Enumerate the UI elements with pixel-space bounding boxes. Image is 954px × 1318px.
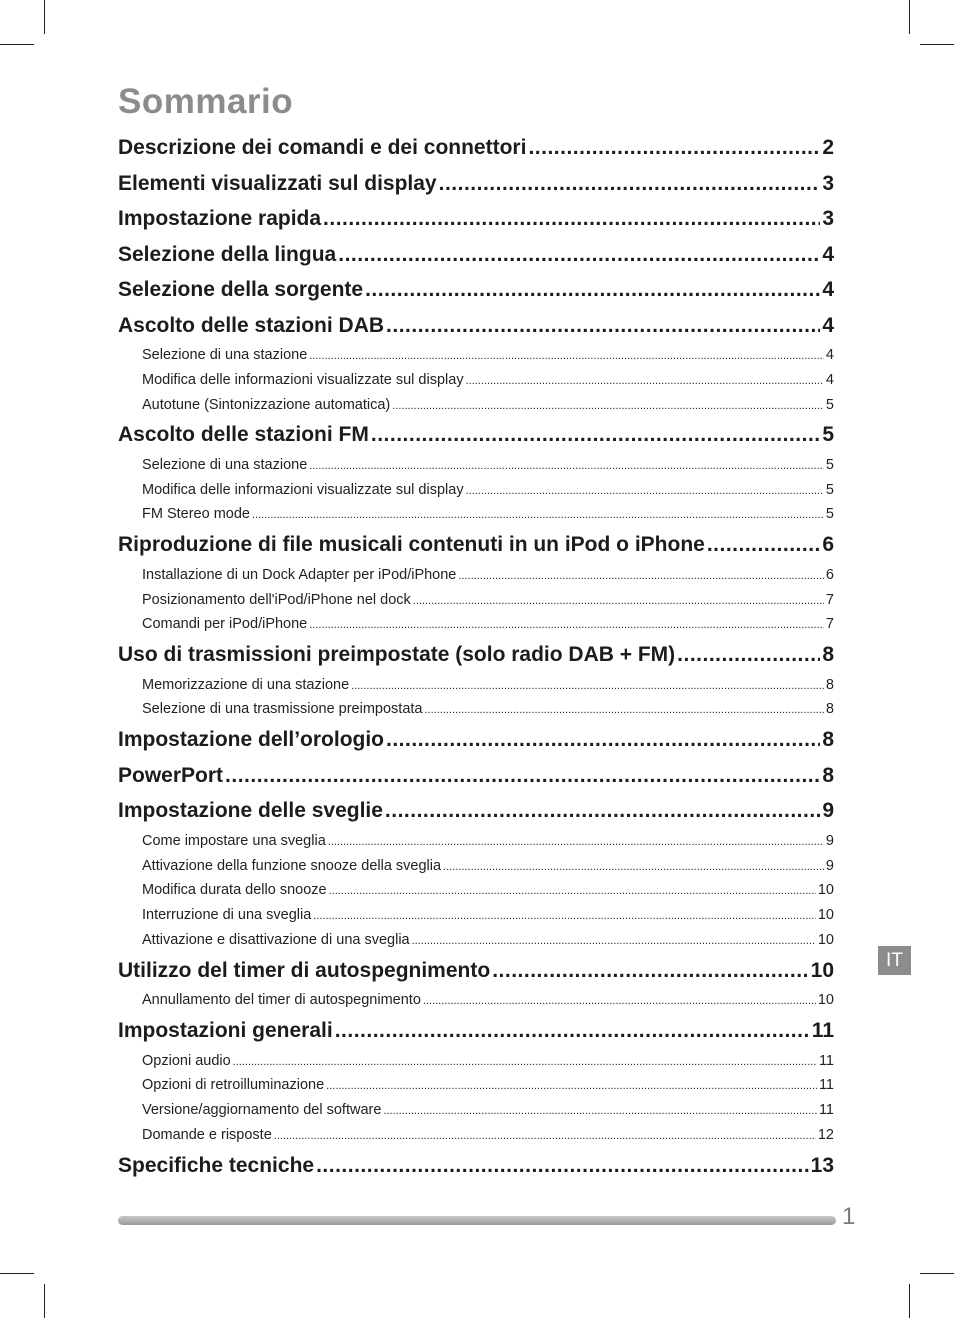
- toc-leader-dots: [365, 272, 820, 308]
- toc-subentry[interactable]: [118, 988, 834, 1013]
- toc-subentry[interactable]: [118, 1049, 834, 1074]
- toc-entry-label: Modifica delle informazioni visualizzate sul display: [142, 371, 464, 388]
- toc-entry[interactable]: [118, 793, 834, 829]
- toc-entry-page: 5: [825, 456, 834, 473]
- toc-entry-label: Attivazione della funzione snooze della sveglia: [142, 857, 442, 874]
- crop-mark: [0, 44, 34, 45]
- toc-entry[interactable]: [118, 758, 834, 794]
- page-number: 1: [842, 1203, 856, 1230]
- toc-entry[interactable]: [118, 722, 834, 758]
- toc-entry-label: Posizionamento dell'iPod/iPhone nel dock: [142, 591, 411, 608]
- toc-subentry[interactable]: [118, 368, 834, 393]
- toc-leader-dots: [338, 237, 820, 273]
- toc-entry-label: Impostazioni generali: [118, 1019, 333, 1043]
- toc-leader-dots: [328, 830, 824, 854]
- toc-entry-page: 11: [818, 1077, 834, 1094]
- toc-leader-dots: [309, 344, 824, 368]
- toc-entry-label: Opzioni di retroilluminazione: [142, 1077, 325, 1094]
- toc-leader-dots: [439, 166, 821, 202]
- toc-leader-dots: [443, 855, 824, 879]
- toc-entry-page: 6: [825, 566, 834, 583]
- toc-entry-label: Installazione di un Dock Adapter per iPod/iPhone: [142, 566, 457, 583]
- toc-leader-dots: [386, 308, 820, 344]
- toc-entry-label: Come impostare una sveglia: [142, 832, 326, 849]
- toc-entry-page: 9: [825, 832, 834, 849]
- toc-entry-label: Attivazione e disattivazione di una sveglia: [142, 931, 410, 948]
- toc-leader-dots: [528, 130, 820, 166]
- toc-subentry[interactable]: [118, 612, 834, 637]
- toc-leader-dots: [323, 201, 820, 237]
- toc-leader-dots: [252, 503, 824, 527]
- toc-subentry[interactable]: [118, 1098, 834, 1123]
- toc-entry-label: Annullamento del timer di autospegnimento: [142, 992, 421, 1009]
- toc-entry-label: Memorizzazione di una stazione: [142, 676, 350, 693]
- toc-leader-dots: [383, 1099, 817, 1123]
- crop-mark: [44, 1284, 45, 1318]
- toc-entry-page: 8: [822, 763, 834, 787]
- toc-leader-dots: [386, 722, 820, 758]
- toc-subentry[interactable]: [118, 854, 834, 879]
- toc-entry-page: 3: [822, 207, 834, 230]
- toc-subentry[interactable]: [118, 829, 834, 854]
- toc-entry-label: Riproduzione di file musicali contenuti in un iPod o iPhone: [118, 533, 705, 557]
- toc-entry-label: Uso di trasmissioni preimpostate (solo radio DAB + FM): [118, 643, 676, 667]
- toc-entry-page: 10: [817, 907, 834, 924]
- toc-entry-page: 11: [818, 1052, 834, 1069]
- toc-entry-label: Comandi per iPod/iPhone: [142, 616, 308, 633]
- toc-leader-dots: [371, 417, 820, 453]
- toc-entry-page: 9: [822, 799, 834, 823]
- toc-entry[interactable]: [118, 1013, 834, 1049]
- toc-subentry[interactable]: [118, 478, 834, 503]
- toc-entry[interactable]: [118, 166, 834, 202]
- toc-leader-dots: [424, 698, 823, 722]
- toc-entry[interactable]: [118, 237, 834, 273]
- crop-mark: [0, 1273, 34, 1274]
- toc-entry[interactable]: [118, 1148, 834, 1184]
- toc-entry[interactable]: [118, 953, 834, 989]
- toc-entry-label: Impostazione dell’orologio: [118, 728, 385, 752]
- toc-entry-label: Selezione di una stazione: [142, 347, 308, 363]
- toc-entry[interactable]: [118, 272, 834, 308]
- toc-entry-page: 2: [822, 136, 834, 159]
- toc-leader-dots: [274, 1124, 816, 1148]
- toc-entry[interactable]: [118, 637, 834, 673]
- toc-entry[interactable]: [118, 130, 834, 166]
- toc-leader-dots: [326, 1074, 817, 1098]
- toc-leader-dots: [385, 793, 820, 829]
- toc-entry-label: Modifica durata dello snooze: [142, 882, 327, 899]
- toc-entry-label: FM Stereo mode: [142, 506, 250, 523]
- toc-entry-page: 10: [817, 882, 834, 899]
- toc-entry-label: Utilizzo del timer di autospegnimento: [118, 958, 491, 982]
- crop-mark: [909, 1284, 910, 1318]
- toc-entry[interactable]: [118, 417, 834, 453]
- toc-entry-label: Versione/aggiornamento del software: [142, 1102, 382, 1119]
- toc-subentry[interactable]: [118, 588, 834, 613]
- toc-leader-dots: [413, 589, 824, 613]
- toc-leader-dots: [225, 758, 820, 794]
- toc-entry-page: 7: [825, 591, 834, 608]
- toc-leader-dots: [423, 989, 816, 1013]
- toc-subentry[interactable]: [118, 878, 834, 903]
- toc-leader-dots: [335, 1013, 810, 1049]
- toc-leader-dots: [313, 904, 816, 928]
- toc-subentry[interactable]: [118, 673, 834, 698]
- toc-entry-label: Interruzione di una sveglia: [142, 907, 312, 924]
- toc-entry-page: 8: [822, 728, 834, 752]
- toc-entry-label: Elementi visualizzati sul display: [118, 171, 437, 195]
- toc-entry-page: 8: [825, 701, 834, 718]
- toc-leader-dots: [309, 454, 824, 478]
- toc-entry-page: 7: [825, 616, 834, 633]
- toc-leader-dots: [677, 637, 820, 673]
- crop-mark: [909, 0, 910, 34]
- toc-subentry[interactable]: [118, 393, 834, 418]
- toc-entry-label: Selezione di una trasmissione preimpostata: [142, 701, 423, 718]
- toc-entry-label: PowerPort: [118, 763, 224, 787]
- toc-entry-label: Specifiche tecniche: [118, 1153, 315, 1177]
- toc-entry-page: 6: [822, 533, 834, 557]
- toc-entry-label: Modifica delle informazioni visualizzate sul display: [142, 481, 464, 498]
- toc-entry-page: 8: [822, 643, 834, 667]
- toc-entry-label: Selezione di una stazione: [142, 456, 308, 473]
- toc-subentry[interactable]: [118, 563, 834, 588]
- toc-entry-page: 13: [810, 1153, 834, 1177]
- table-of-contents: [118, 130, 834, 1183]
- toc-leader-dots: [458, 564, 824, 588]
- footer-bar: [118, 1216, 836, 1225]
- toc-leader-dots: [466, 369, 824, 393]
- toc-subentry[interactable]: [118, 453, 834, 478]
- crop-mark: [920, 44, 954, 45]
- toc-entry-label: Selezione della sorgente: [118, 278, 364, 301]
- toc-subentry[interactable]: [118, 502, 834, 527]
- toc-entry-page: 11: [818, 1102, 834, 1119]
- toc-entry-page: 11: [811, 1019, 834, 1043]
- language-tab: IT: [878, 946, 911, 975]
- toc-entry-label: Ascolto delle stazioni DAB: [118, 313, 385, 337]
- toc-leader-dots: [316, 1148, 809, 1184]
- toc-entry-label: Impostazione delle sveglie: [118, 799, 383, 823]
- toc-leader-dots: [351, 674, 824, 698]
- toc-entry[interactable]: [118, 201, 834, 237]
- toc-subentry[interactable]: [118, 343, 834, 368]
- toc-entry-page: 10: [817, 931, 834, 948]
- toc-entry-label: Autotune (Sintonizzazione automatica): [142, 396, 391, 413]
- toc-leader-dots: [412, 929, 816, 953]
- toc-leader-dots: [492, 953, 808, 989]
- toc-entry-page: 10: [810, 958, 834, 982]
- toc-entry-label: Opzioni audio: [142, 1052, 231, 1069]
- toc-entry-page: 10: [817, 992, 834, 1009]
- toc-subentry[interactable]: [118, 1123, 834, 1148]
- crop-mark: [920, 1273, 954, 1274]
- toc-subentry[interactable]: [118, 903, 834, 928]
- toc-subentry[interactable]: [118, 928, 834, 953]
- toc-entry-page: 5: [825, 481, 834, 498]
- toc-entry-page: 3: [822, 171, 834, 195]
- toc-entry-page: 4: [825, 371, 834, 388]
- toc-entry-page: 4: [825, 347, 834, 363]
- toc-entry-page: 12: [817, 1126, 834, 1143]
- toc-entry-page: 4: [822, 313, 834, 337]
- toc-leader-dots: [233, 1050, 817, 1074]
- crop-mark: [44, 0, 45, 34]
- toc-entry-label: Ascolto delle stazioni FM: [118, 423, 369, 447]
- toc-entry-page: 9: [825, 857, 834, 874]
- toc-entry-page: 5: [822, 423, 834, 447]
- toc-entry-label: Domande e risposte: [142, 1126, 272, 1143]
- toc-entry-label: Descrizione dei comandi e dei connettori: [118, 136, 527, 159]
- toc-entry[interactable]: [118, 308, 834, 344]
- toc-entry-label: Selezione della lingua: [118, 242, 337, 266]
- toc-subentry[interactable]: [118, 1073, 834, 1098]
- page-title: Sommario: [118, 82, 294, 121]
- toc-leader-dots: [309, 613, 824, 637]
- toc-entry-page: 5: [825, 396, 834, 413]
- toc-subentry[interactable]: [118, 697, 834, 722]
- toc-leader-dots: [707, 527, 820, 563]
- toc-leader-dots: [329, 879, 816, 903]
- toc-entry-page: 4: [822, 278, 834, 301]
- toc-entry[interactable]: [118, 527, 834, 563]
- toc-leader-dots: [392, 394, 824, 418]
- toc-entry-page: 5: [825, 506, 834, 523]
- toc-entry-label: Impostazione rapida: [118, 207, 322, 230]
- toc-leader-dots: [466, 479, 824, 503]
- toc-entry-page: 8: [825, 676, 834, 693]
- toc-entry-page: 4: [822, 242, 834, 266]
